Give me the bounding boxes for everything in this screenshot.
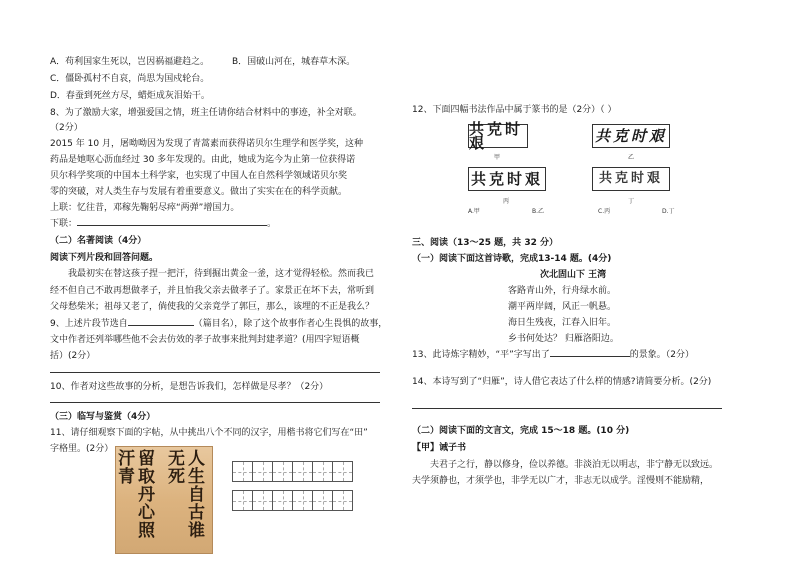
question-11: 11、请仔细观察下面的字帖，从中挑出八个不同的汉字，用楷书将它们写在“田” [50,428,368,438]
material-line-2: 药品是她呕心沥血经过 30 多年发现的。由此，她成为迄今为止第一位获得诺 [50,155,356,165]
card-bing[interactable]: 共克时艰 [468,167,546,191]
poem-line-4: 乡书何处达？ 归雁洛阳边。 [508,334,619,344]
scene-answer-blank[interactable] [550,356,630,357]
couplet-answer-blank[interactable] [77,225,267,226]
option-d-ding[interactable]: D.丁 [662,208,675,215]
option-b: B．国破山河在，城春草木深。 [232,57,356,67]
question-9-line-3: 括）(2分） [50,351,96,361]
answer-line-14[interactable] [412,408,722,409]
question-9 [50,317,387,331]
question-8: 8、为了激励大家，增强爱国之情，班主任请你结合材料中的事迹，补全对联。 [50,108,362,118]
question-13-suffix: 的景象。（2分） [629,350,695,360]
option-a: A．苟利国家生死以，岂因祸福避趋之。 [50,57,210,67]
poem-line-3: 海日生残夜，江春入旧年。 [508,318,617,328]
option-a-jia[interactable]: A.甲 [468,208,480,215]
answer-line-10[interactable] [50,402,380,403]
reading-line-2: 经不但自己不敢再想做孝子，并且怕我父亲去做孝子了。家景正在坏下去，常听到 [50,286,375,296]
card-ding-label: 丁 [628,198,635,205]
question-13-prefix: 13、此诗炼字精妙，“平”字写出了 [412,350,550,360]
material-line-1: 2015 年 10 月，屠呦呦因为发现了青蒿素而获得诺贝尔生理学和医学奖，这种 [50,139,363,149]
calligraphy-picture [115,446,213,554]
calligraphy-column-left: 留取丹心照汗青 [114,449,154,539]
question-10: 10、作者对这些故事的分析，是想告诉我们，怎样做是尽孝？（2分） [50,382,329,392]
section-calligraphy-title: （三）临写与鉴赏（4分） [50,412,156,422]
classical-line-1: 夫君子之行，静以修身，俭以养德。非淡泊无以明志，非宁静无以致远。 [430,460,719,470]
card-bing-label: 丙 [503,198,510,205]
section-reading-title: 三、阅读（13～25 题，共 32 分） [412,238,558,248]
tian-grid-row-1[interactable] [232,461,353,482]
question-9-suffix: （篇目名），除了这个故事作者心生畏惧的故事， [193,319,388,329]
section-classics-title: （二）名著阅读（4分） [50,236,147,246]
question-8-score: （2分） [50,123,83,133]
card-jia-label: 甲 [494,154,501,161]
section-classics-instruction: 阅读下列片段和回答问题。 [50,253,159,263]
reading-line-3: 父母愁柴米；祖母又老了，倘使我的父亲竟学了郭巨，那么，该埋的不正是我么？ [50,302,375,312]
title-answer-blank[interactable] [128,325,194,326]
option-b-yi[interactable]: B.乙 [532,208,545,215]
poem-title: 次北固山下 王湾 [540,270,607,280]
couplet-lower-label: 下联： [50,219,78,229]
calligraphy-column-right: 人生自古谁无死 [164,449,204,539]
poem-section-title: （一）阅读下面这首诗歌，完成13-14 题。(4分) [412,254,612,264]
couplet-upper: 上联：忆往昔，邓稼先鞠躬尽瘁“两弹”增国力。 [50,203,240,213]
question-12: 12、下面四幅书法作品中属于篆书的是（2分）（ ） [412,105,617,115]
question-13 [412,348,694,362]
option-c: C．僵卧孤村不自哀，尚思为国戍轮台。 [50,74,210,84]
card-yi[interactable]: 共克时艰 [592,124,670,148]
card-jia[interactable]: 共克时艰 [468,124,528,148]
poem-line-2: 潮平两岸阔，风正一帆悬。 [508,302,617,312]
reading-line-1: 我最初实在替这孩子捏一把汗，待到掘出黄金一釜，这才觉得轻松。然而我已 [68,269,375,279]
question-11-line-2: 字格里。(2分） [50,444,114,454]
couplet-lower: 下联： 。 [50,219,277,229]
option-d: D．春蚕到死丝方尽，蜡炬成灰泪始干。 [50,91,210,101]
question-9-line-2: 文中作者还列举哪些他不会去仿效的孝子故事来批判封建孝道？(用四字短语概 [50,335,360,345]
question-9-prefix: 9、上述片段节选自 [50,319,128,329]
tian-grid-row-2[interactable] [232,490,353,511]
card-ding[interactable]: 共克时艰 [592,167,670,191]
jia-title: 【甲】诫子书 [412,443,467,453]
material-line-4: 零的突破，对人类生存与发展有着重要意义。做出了实实在在的科学贡献。 [50,187,348,197]
poem-line-1: 客路青山外，行舟绿水前。 [508,286,617,296]
classical-section-title: （二）阅读下面的文言文，完成 15～18 题。(10 分) [412,426,630,436]
option-c-bing[interactable]: C.丙 [598,208,611,215]
question-14: 14、本诗写到了“归雁”，诗人借它表达了什么样的情感?请简要分析。(2分) [412,377,712,387]
answer-line-9[interactable] [50,372,380,373]
classical-line-2: 夫学须静也，才须学也，非学无以广才，非志无以成学。淫慢则不能励精， [412,476,710,486]
card-yi-label: 乙 [628,154,635,161]
material-line-3: 贝尔科学奖项的中国本土科学家，也实现了中国人在自然科学领域诺贝尔奖 [50,171,348,181]
